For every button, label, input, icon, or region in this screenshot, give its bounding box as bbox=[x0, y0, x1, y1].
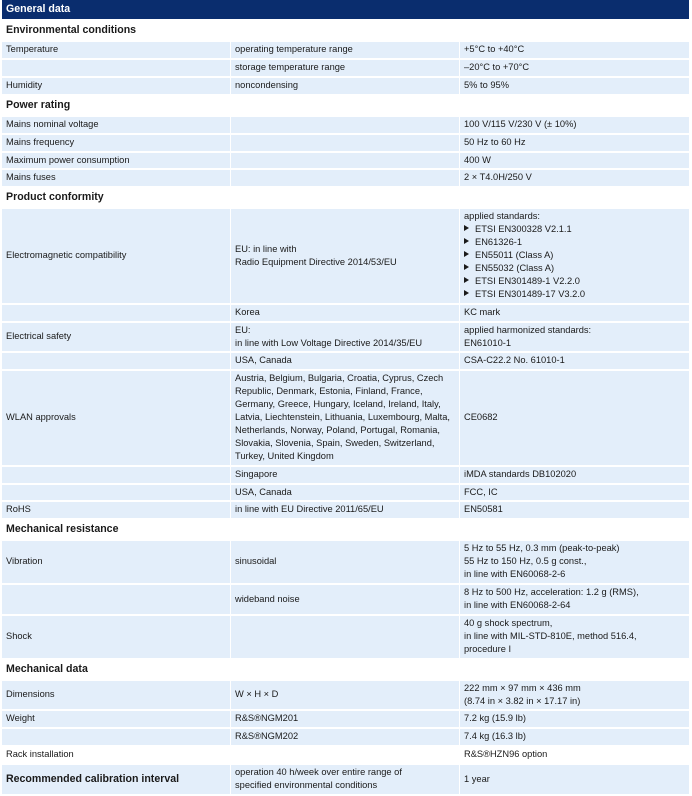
table-row bbox=[2, 711, 690, 729]
row-condition: storage temperature range bbox=[231, 60, 460, 78]
standard-item bbox=[464, 275, 685, 288]
row-value: –20°C to +70°C bbox=[460, 60, 690, 78]
row-label-empty bbox=[2, 467, 231, 485]
row-value bbox=[460, 209, 690, 304]
bullet-triangle-icon bbox=[464, 251, 469, 257]
value-line: in line with MIL-STD-810E, method 516.4, bbox=[464, 630, 637, 641]
section-title-power: Power rating bbox=[2, 96, 690, 117]
row-condition bbox=[231, 135, 460, 153]
row-label-shock: Shock bbox=[2, 616, 231, 660]
row-label-vibration: Vibration bbox=[2, 541, 231, 585]
bullet-triangle-icon bbox=[464, 238, 469, 244]
section-row bbox=[2, 21, 690, 42]
row-condition bbox=[231, 170, 460, 188]
row-label-weight: Weight bbox=[2, 711, 231, 729]
row-value bbox=[460, 541, 690, 585]
section-title-mechanical-resistance: Mechanical resistance bbox=[2, 520, 690, 541]
row-label-nominal-voltage: Mains nominal voltage bbox=[2, 117, 231, 135]
table-row bbox=[2, 485, 690, 503]
row-label-empty bbox=[2, 305, 231, 323]
value-line: EN61010-1 bbox=[464, 337, 512, 348]
row-label-dimensions: Dimensions bbox=[2, 681, 231, 712]
row-label-humidity: Humidity bbox=[2, 78, 231, 96]
condition-line: in line with Low Voltage Directive 2014/35/EU bbox=[235, 337, 423, 348]
row-condition: sinusoidal bbox=[231, 541, 460, 585]
table-row bbox=[2, 42, 690, 60]
bullet-triangle-icon bbox=[464, 277, 469, 283]
row-condition: operating temperature range bbox=[231, 42, 460, 60]
row-value bbox=[460, 585, 690, 616]
row-label-electrical-safety: Electrical safety bbox=[2, 323, 231, 354]
value-line: (8.74 in × 3.82 in × 17.17 in) bbox=[464, 695, 581, 706]
standard-text: ETSI EN301489-1 V2.2.0 bbox=[475, 275, 580, 286]
row-value: 1 year bbox=[460, 765, 690, 796]
row-condition bbox=[231, 117, 460, 135]
standard-item bbox=[464, 288, 685, 301]
section-title-environmental: Environmental conditions bbox=[2, 21, 690, 42]
table-row bbox=[2, 541, 690, 585]
row-label-fuses: Mains fuses bbox=[2, 170, 231, 188]
bullet-triangle-icon bbox=[464, 264, 469, 270]
row-value: 7.2 kg (15.9 lb) bbox=[460, 711, 690, 729]
row-condition: in line with EU Directive 2011/65/EU bbox=[231, 502, 460, 520]
row-value: CSA-C22.2 No. 61010-1 bbox=[460, 353, 690, 371]
standard-item bbox=[464, 249, 685, 262]
row-value: +5°C to +40°C bbox=[460, 42, 690, 60]
row-condition: R&S®NGM201 bbox=[231, 711, 460, 729]
condition-line: EU: bbox=[235, 324, 251, 335]
row-label-wlan: WLAN approvals bbox=[2, 371, 231, 466]
row-value: CE0682 bbox=[460, 371, 690, 466]
row-label-empty bbox=[2, 485, 231, 503]
bullet-triangle-icon bbox=[464, 290, 469, 296]
standard-text: ETSI EN301489-17 V3.2.0 bbox=[475, 288, 586, 299]
condition-line: EU: in line with bbox=[235, 243, 297, 254]
table-row bbox=[2, 765, 690, 796]
row-label-max-power: Maximum power consumption bbox=[2, 153, 231, 171]
row-condition: noncondensing bbox=[231, 78, 460, 96]
bullet-triangle-icon bbox=[464, 225, 469, 231]
row-value: 7.4 kg (16.3 lb) bbox=[460, 729, 690, 747]
value-line: 8 Hz to 500 Hz, acceleration: 1.2 g (RMS), bbox=[464, 587, 639, 598]
row-value bbox=[460, 681, 690, 712]
row-condition: Korea bbox=[231, 305, 460, 323]
table-row bbox=[2, 78, 690, 96]
row-condition: USA, Canada bbox=[231, 353, 460, 371]
row-value: 100 V/115 V/230 V (± 10%) bbox=[460, 117, 690, 135]
section-row bbox=[2, 520, 690, 541]
row-condition bbox=[231, 747, 460, 765]
row-condition: USA, Canada bbox=[231, 485, 460, 503]
condition-line: operation 40 h/week over entire range of bbox=[235, 767, 402, 778]
standard-text: EN55011 (Class A) bbox=[475, 250, 554, 261]
table-row bbox=[2, 747, 690, 765]
table-row bbox=[2, 729, 690, 747]
spec-sheet bbox=[2, 0, 690, 796]
row-label-rack: Rack installation bbox=[2, 747, 231, 765]
row-label-emc: Electromagnetic compatibility bbox=[2, 209, 231, 304]
row-value bbox=[460, 323, 690, 354]
section-title-conformity: Product conformity bbox=[2, 188, 690, 209]
row-value: 5% to 95% bbox=[460, 78, 690, 96]
section-title-mechanical-data: Mechanical data bbox=[2, 660, 690, 681]
section-row bbox=[2, 96, 690, 117]
row-label-empty bbox=[2, 729, 231, 747]
row-condition bbox=[231, 209, 460, 304]
row-value bbox=[460, 616, 690, 660]
condition-line: specified environmental conditions bbox=[235, 780, 378, 791]
condition-line: Radio Equipment Directive 2014/53/EU bbox=[235, 256, 397, 267]
row-value: KC mark bbox=[460, 305, 690, 323]
row-condition bbox=[231, 153, 460, 171]
row-value: 50 Hz to 60 Hz bbox=[460, 135, 690, 153]
row-label-empty bbox=[2, 60, 231, 78]
standard-text: EN55032 (Class A) bbox=[475, 262, 555, 273]
row-label-frequency: Mains frequency bbox=[2, 135, 231, 153]
row-value: FCC, IC bbox=[460, 485, 690, 503]
standard-text: ETSI EN300328 V2.1.1 bbox=[475, 224, 572, 235]
row-label-empty bbox=[2, 585, 231, 616]
row-label-rohs: RoHS bbox=[2, 502, 231, 520]
row-value: R&S®HZN96 option bbox=[460, 747, 690, 765]
standard-item bbox=[464, 223, 685, 236]
section-row bbox=[2, 660, 690, 681]
applied-standards-label: applied standards: bbox=[464, 211, 540, 222]
row-value: 400 W bbox=[460, 153, 690, 171]
row-condition bbox=[231, 616, 460, 660]
standard-text: EN61326-1 bbox=[475, 237, 523, 248]
table-row bbox=[2, 371, 690, 466]
row-value: EN50581 bbox=[460, 502, 690, 520]
table-row bbox=[2, 153, 690, 171]
row-label-calibration: Recommended calibration interval bbox=[2, 765, 231, 796]
row-value: iMDA standards DB102020 bbox=[460, 467, 690, 485]
table-row bbox=[2, 467, 690, 485]
table-row bbox=[2, 502, 690, 520]
section-row bbox=[2, 188, 690, 209]
row-value: 2 × T4.0H/250 V bbox=[460, 170, 690, 188]
table-row bbox=[2, 135, 690, 153]
value-line: applied harmonized standards: bbox=[464, 324, 592, 335]
table-row bbox=[2, 305, 690, 323]
value-line: procedure I bbox=[464, 643, 512, 654]
value-line: in line with EN60068-2-6 bbox=[464, 569, 566, 580]
standard-item bbox=[464, 236, 685, 249]
table-row bbox=[2, 616, 690, 660]
row-label-empty bbox=[2, 353, 231, 371]
table-row bbox=[2, 170, 690, 188]
value-line: 40 g shock spectrum, bbox=[464, 617, 553, 628]
general-data-table bbox=[2, 0, 690, 796]
table-header-row bbox=[2, 0, 690, 21]
wlan-country-list: Austria, Belgium, Bulgaria, Croatia, Cyprus, Czech Republic, Denmark, Estonia, Finland, France, Germany, Greece, Hungary, Iceland, Ireland, Italy, Latvia, Liechtenstein, Lithuania, Luxembourg, Malta, Netherlands, Norway, Poland, Portugal, Romania, Slovakia, Slovenia, Spain, Sweden, Switzerland, Turkey, United Kingdom bbox=[235, 373, 450, 461]
value-line: 222 mm × 97 mm × 436 mm bbox=[464, 682, 581, 693]
value-line: in line with EN60068-2-64 bbox=[464, 600, 571, 610]
standard-item bbox=[464, 262, 685, 275]
table-row bbox=[2, 209, 690, 304]
table-header: General data bbox=[2, 0, 690, 21]
row-condition bbox=[231, 371, 460, 466]
row-condition: R&S®NGM202 bbox=[231, 729, 460, 747]
row-label-temperature: Temperature bbox=[2, 42, 231, 60]
row-condition bbox=[231, 765, 460, 796]
table-row bbox=[2, 681, 690, 712]
row-condition: W × H × D bbox=[231, 681, 460, 712]
row-condition bbox=[231, 323, 460, 354]
table-row bbox=[2, 353, 690, 371]
row-condition: Singapore bbox=[231, 467, 460, 485]
row-condition: wideband noise bbox=[231, 585, 460, 616]
table-row bbox=[2, 323, 690, 354]
table-row bbox=[2, 117, 690, 135]
table-row bbox=[2, 585, 690, 616]
value-line: 5 Hz to 55 Hz, 0.3 mm (peak-to-peak) bbox=[464, 543, 620, 554]
table-row bbox=[2, 60, 690, 78]
value-line: 55 Hz to 150 Hz, 0.5 g const., bbox=[464, 556, 587, 567]
